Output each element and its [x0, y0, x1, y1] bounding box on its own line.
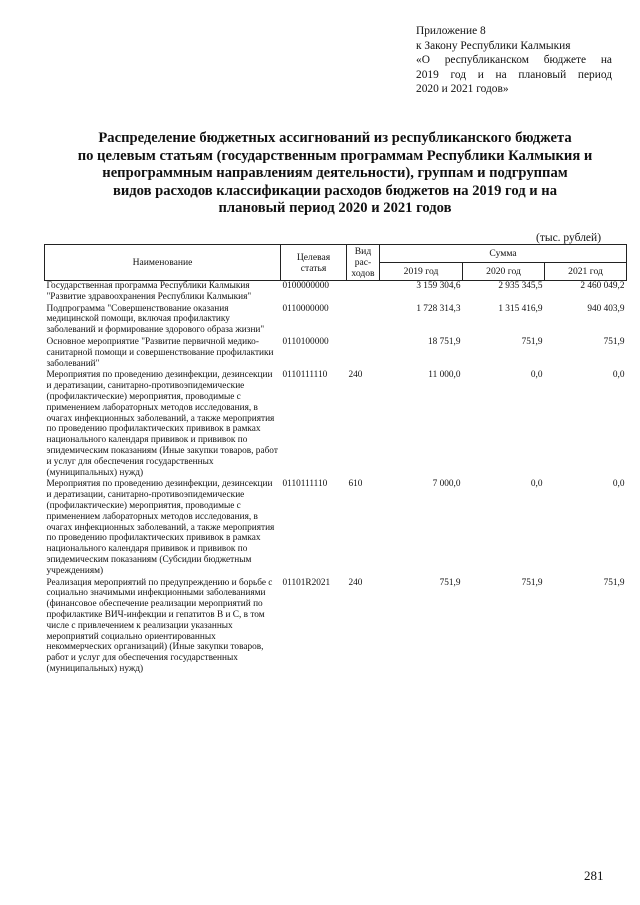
row-2021: 0,0 [612, 479, 625, 490]
document-title [40, 130, 630, 218]
row-2020: 0,0 [530, 479, 543, 490]
row-name: Подпрограмма "Совершенствование оказания медицинской помощи, включая профилактику заболеваний и формирование здорового образа жизни" [46, 303, 265, 336]
appendix-note [416, 24, 612, 97]
title-line-2: по целевым статьям (государственным программам Республики Калмыкия и [77, 147, 593, 164]
table-row [45, 304, 627, 337]
row-2021: 2 460 049,2 [580, 281, 625, 291]
row-vid [347, 281, 380, 304]
table-row [45, 337, 627, 370]
title-line-1: Распределение бюджетных ассигнований из республиканского бюджета [98, 130, 572, 146]
budget-table [44, 244, 627, 676]
row-vid: 610 [348, 479, 363, 490]
row-vid [347, 337, 380, 370]
row-2019: 11 000,0 [428, 370, 461, 381]
page-number: 281 [584, 868, 604, 883]
header-vid: Вид рас-ходов [347, 245, 380, 281]
title-line-5: плановый период 2020 и 2021 годов [218, 200, 452, 216]
header-sum: Сумма [380, 245, 627, 263]
table-row [45, 370, 627, 479]
appendix-line-4: 2019 год и на плановый период [416, 68, 612, 81]
row-2020: 2 935 345,5 [498, 281, 543, 291]
row-code: 01101R2021 [282, 577, 331, 588]
row-code: 0110100000 [282, 336, 329, 347]
appendix-line-3: «О республиканском бюджете на [416, 54, 612, 66]
row-vid: 240 [348, 577, 363, 588]
appendix-line-1: Приложение 8 [416, 25, 486, 37]
row-2019: 751,9 [439, 577, 461, 588]
appendix-line-5: 2020 и 2021 годов» [416, 83, 509, 95]
row-2020: 0,0 [530, 370, 543, 381]
appendix-line-2: к Закону Республики Калмыкия [416, 39, 571, 52]
row-2019: 7 000,0 [432, 479, 461, 490]
title-line-4: видов расходов классификации расходов бюджетов на 2019 год и на [112, 182, 557, 199]
row-code: 0100000000 [282, 281, 329, 291]
row-code: 0110111110 [282, 370, 328, 381]
table-row [45, 479, 627, 577]
row-name: Реализация мероприятий по предупреждению и борьбе с социально значимыми инфекционными заболеваниями (финансовое обеспечение реализации мероприятий по профилактике ВИЧ-инфекции и гепатитов В и С, в том числе с привлечением к реализации указанных мероприятий социально ориентированных некоммерческих организаций) (Иные закупки товаров, работ и услуг для обеспечения государственных (муниципальных) нужд) [46, 577, 273, 674]
header-code: Целевая статья [281, 245, 347, 281]
title-line-3: непрограммным направлениям деятельности), группам и подгруппам [102, 165, 568, 181]
header-2021: 2021 год [545, 263, 627, 281]
row-2021: 751,9 [603, 577, 625, 588]
row-2019: 3 159 304,6 [416, 281, 461, 291]
table-row [45, 578, 627, 676]
header-2019: 2019 год [380, 263, 463, 281]
row-code: 0110111110 [282, 479, 328, 490]
row-2020: 1 315 416,9 [498, 303, 543, 314]
header-name: Наименование [45, 245, 281, 281]
table-row [45, 281, 627, 304]
row-name: Государственная программа Республики Калмыкия "Развитие здравоохранения Республики Калмыкия" [46, 281, 252, 302]
row-2021: 0,0 [612, 370, 625, 381]
row-name: Основное мероприятие "Развитие первичной медико-санитарной помощи и совершенствование профилактики заболеваний" [46, 336, 274, 369]
units-label: (тыс. рублей) [536, 232, 602, 244]
row-2021: 751,9 [603, 336, 625, 347]
row-name: Мероприятия по проведению дезинфекции, дезинсекции и дератизации, санитарно-противоэпидемические (профилактические) мероприятия, проводимые с применением лабораторных методов исследования, в очагах инфекционных заболеваний, а также мероприятия по проведению профилактических прививок в рамках национального календаря прививок и прививок по эпидемическим показаниям (Субсидии бюджетным учреждениям) [46, 479, 275, 576]
row-2021: 940 403,9 [587, 303, 625, 314]
row-name: Мероприятия по проведению дезинфекции, дезинсекции и дератизации, санитарно-противоэпидемические (профилактические) мероприятия, проводимые с применением лабораторных методов исследования, в очагах инфекционных заболеваний, а также мероприятия по проведению профилактических прививок в рамках национального календаря прививок и прививок по эпидемическим показаниям (Иные закупки товаров, работ и услуг для обеспечения государственных (муниципальных) нужд) [46, 370, 278, 478]
row-code: 0110000000 [282, 303, 329, 314]
row-vid [347, 304, 380, 337]
row-2019: 18 751,9 [427, 336, 461, 347]
row-2020: 751,9 [521, 577, 543, 588]
row-2019: 1 728 314,3 [416, 303, 461, 314]
row-2020: 751,9 [521, 336, 543, 347]
row-vid: 240 [348, 370, 363, 381]
header-2020: 2020 год [463, 263, 545, 281]
